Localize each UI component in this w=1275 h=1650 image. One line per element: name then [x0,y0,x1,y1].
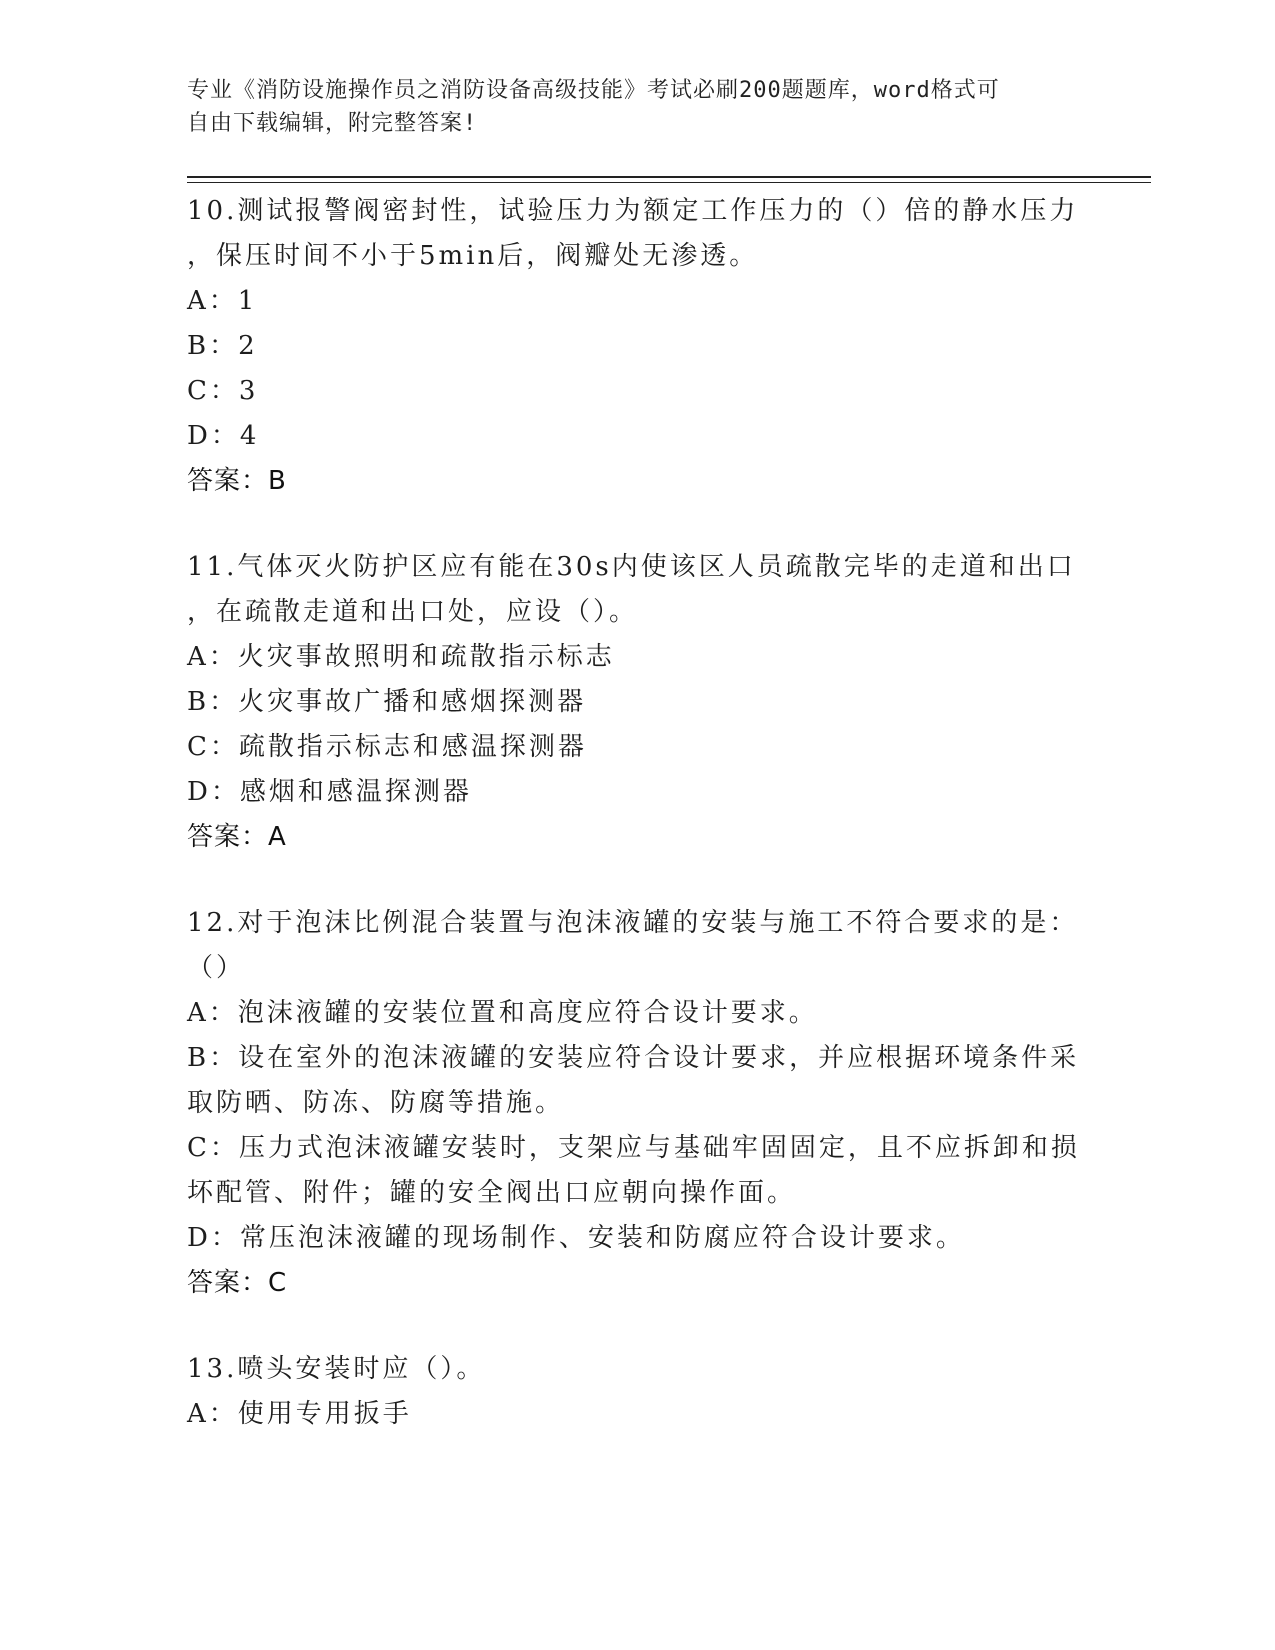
question-text: ，保压时间不小于5min后，阀瓣处无渗透。 [187,241,759,271]
answer-option: B：火灾事故广播和感烟探测器 [187,687,587,717]
question-block [187,189,1087,504]
answer-option: 取防晒、防冻、防腐等措施。 [187,1088,565,1118]
answer-option: B：2 [187,331,258,361]
answer-key: 答案：B [187,466,287,496]
document-header [187,74,1067,140]
answer-option: A：使用专用扳手 [187,1399,412,1429]
answer-option: A：1 [187,286,258,316]
answer-option: A：泡沫液罐的安装位置和高度应符合设计要求。 [187,998,818,1028]
question-text: 12.对于泡沫比例混合装置与泡沫液罐的安装与施工不符合要求的是： [187,908,1079,938]
answer-key: 答案：C [187,1268,288,1298]
answer-option: A：火灾事故照明和疏散指示标志 [187,642,615,672]
question-text: 13.喷头安装时应（）。 [187,1354,486,1384]
answer-option: D：常压泡沫液罐的现场制作、安装和防腐应符合设计要求。 [187,1223,965,1253]
question-block [187,901,1087,1306]
header-rule-thick [187,176,1151,178]
question-text: 11.气体灭火防护区应有能在30s内使该区人员疏散完毕的走道和出口 [187,552,1076,582]
question-text: （） [187,953,246,983]
question-block [187,545,1087,860]
question-text: ，在疏散走道和出口处，应设（）。 [187,597,639,627]
answer-option: 坏配管、附件；罐的安全阀出口应朝向操作面。 [187,1178,797,1208]
question-list [187,189,1087,1478]
answer-option: D：4 [187,421,260,451]
answer-option: C：3 [187,376,259,406]
answer-option: C：压力式泡沫液罐安装时，支架应与基础牢固固定，且不应拆卸和损 [187,1133,1080,1163]
answer-option: D：感烟和感温探测器 [187,777,472,807]
header-line-1: 专业《消防设施操作员之消防设备高级技能》考试必刷200题题库，word格式可 [187,78,1000,103]
answer-key: 答案：A [187,822,287,852]
answer-option: C：疏散指示标志和感温探测器 [187,732,587,762]
question-text: 10.测试报警阀密封性，试验压力为额定工作压力的（）倍的静水压力 [187,196,1079,226]
answer-option: B：设在室外的泡沫液罐的安装应符合设计要求，并应根据环境条件采 [187,1043,1080,1073]
header-rule-thin [187,182,1151,183]
header-line-2: 自由下载编辑，附完整答案! [187,111,478,136]
question-block [187,1347,1087,1437]
